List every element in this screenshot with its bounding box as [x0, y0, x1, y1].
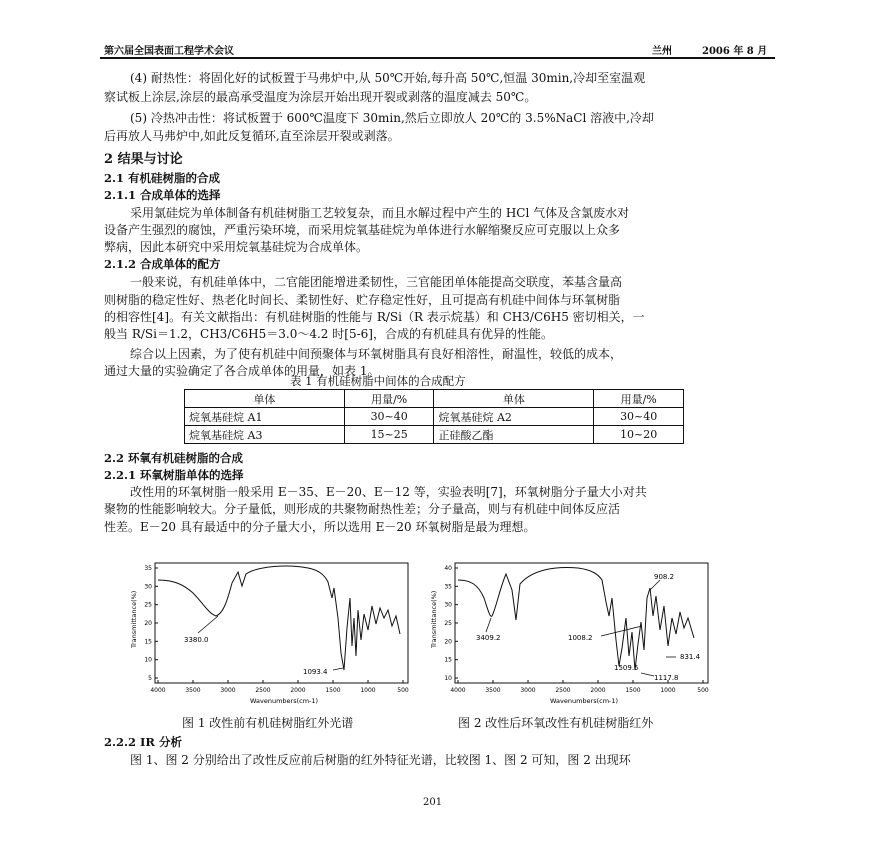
y-tick-label: 10: [144, 656, 152, 664]
y-tick-label: 35: [444, 583, 452, 591]
peak-label-1509: 1509.5: [614, 664, 639, 672]
annotation-leader: [333, 668, 343, 670]
x-tick-label: 3500: [485, 687, 501, 694]
figure-2-caption: 图 2 改性后环氧改性有机硅树脂红外: [458, 716, 654, 730]
running-header-title: 第六届全国表面工程学术会议: [104, 46, 234, 57]
annotation-leader: [198, 616, 218, 633]
x-tick-label: 4000: [150, 687, 166, 694]
annotation-leader: [486, 618, 491, 632]
y-axis-label: Transmittance(%): [430, 590, 438, 648]
x-axis-label: Wavenumbers(cm-1): [250, 697, 319, 705]
para-formula-5: 综合以上因素，为了使有机硅中间预聚体与环氧树脂具有良好相溶性，耐温性，较低的成本，: [130, 347, 623, 361]
para-monomer-choice-1: 采用氯硅烷为单体制备有机硅树脂工艺较复杂，而且水解过程中产生的 HCl 气体及含氯废水对: [130, 206, 630, 220]
table-cell: 15~25: [344, 426, 434, 444]
y-tick-label: 35: [144, 565, 152, 572]
x-tick-label: 3000: [220, 687, 236, 694]
y-tick-label: 40: [444, 565, 452, 572]
para-epoxy-choice-3: 性差。E－20 具有最适中的分子量大小，所以选用 E－20 环氧树脂是最为理想。: [104, 520, 536, 534]
para-epoxy-choice-1: 改性用的环氧树脂一般采用 E－35、E－20、E－12 等，实验表明[7]，环氧树脂分子量大小对共: [130, 485, 647, 499]
figure-1-caption: 图 1 改性前有机硅树脂红外光谱: [182, 716, 354, 730]
y-tick-label: 10: [444, 675, 452, 682]
x-tick-label: 1500: [325, 687, 341, 694]
section-2-1-heading: 2.1 有机硅树脂的合成: [104, 171, 221, 185]
section-2-heading: 2 结果与讨论: [104, 152, 183, 167]
peak-label-3409: 3409.2: [476, 634, 501, 642]
para-monomer-choice-2: 设备产生强烈的腐蚀，严重污染环境，而采用烷氧基硅烷为单体进行水解缩聚反应可克服以上众多: [104, 223, 621, 237]
table-header: 单体: [185, 390, 345, 408]
table-cell: 30~40: [594, 408, 684, 426]
formula-table: [184, 389, 684, 444]
page-number: 201: [423, 797, 443, 808]
x-tick-label: 2500: [255, 687, 271, 694]
x-tick-label: 3500: [185, 687, 201, 694]
x-tick-label: 2000: [590, 687, 606, 694]
spectrum-line: [458, 568, 694, 670]
para-thermal-shock-2: 后再放人马弗炉中,如此反复循环,直至涂层开裂或剥落。: [104, 129, 400, 143]
x-tick-label: 500: [397, 687, 409, 694]
table-cell: 10~20: [594, 426, 684, 444]
table-cell: 正硅酸乙酯: [434, 426, 594, 444]
table-row: [185, 426, 684, 444]
y-tick-label: 25: [444, 620, 452, 627]
table-header: 用量/%: [344, 390, 434, 408]
para-heat-resistance-2: 察试板上涂层,涂层的最高承受温度为涂层开始出现开裂或剥落的温度减去 50℃。: [104, 90, 537, 104]
para-epoxy-choice-2: 聚物的性能影响较大。分子量低，则形成的共聚物耐热性差；分子量高，则与有机硅中间体反应活: [104, 502, 621, 516]
para-formula-3: 的相容性[4]。有关文献指出：有机硅树脂的性能与 R/Si（R 表示烷基）和 CH3/C6H5 密切相关，一: [104, 310, 645, 324]
section-2-2-heading: 2.2 环氧有机硅树脂的合成: [104, 451, 244, 465]
table-caption: 表 1 有机硅树脂中间体的合成配方: [290, 374, 466, 388]
para-formula-6: 通过大量的实验确定了各合成单体的用量，如表 1。: [104, 364, 380, 378]
para-formula-2: 则树脂的稳定性好、热老化时间长、柔韧性好、贮存稳定性好，且可提高有机硅中间体与环氧树脂: [104, 293, 621, 307]
plot-frame: [155, 563, 408, 683]
annotation-leader: [650, 580, 660, 590]
table-header-row: [185, 390, 684, 408]
x-tick-label: 2000: [290, 687, 306, 694]
table-header: 用量/%: [594, 390, 684, 408]
para-formula-4: 般当 R/Si＝1.2，CH3/C6H5＝3.0～4.2 时[5-6]，合成的有机硅具有优异的性能。: [104, 327, 553, 341]
peak-label-1008: 1008.2: [568, 634, 593, 642]
x-axis-label: Wavenumbers(cm-1): [550, 697, 619, 705]
section-2-1-2-heading: 2.1.2 合成单体的配方: [104, 257, 221, 271]
x-tick-label: 3000: [520, 687, 536, 694]
peak-label-908: 908.2: [654, 573, 675, 581]
table-cell: 烷氧基硅烷 A1: [185, 408, 345, 426]
table-header: 单体: [434, 390, 594, 408]
table-cell: 30~40: [344, 408, 434, 426]
running-header-date: 2006 年 8 月: [702, 46, 768, 57]
plot-frame: [455, 563, 708, 683]
y-tick-label: 5: [148, 675, 152, 682]
header-rule: [100, 57, 775, 59]
para-formula-1: 一般来说，有机硅单体中，二官能团能增进柔韧性，三官能团单体能提高交联度，苯基含量高: [130, 275, 623, 289]
table-cell: 烷氧基硅烷 A3: [185, 426, 345, 444]
y-tick-label: 15: [144, 638, 152, 646]
table-cell: 烷氧基硅烷 A2: [434, 408, 594, 426]
spectrum-line: [158, 566, 400, 670]
peak-label-831: 831.4: [680, 653, 701, 661]
x-tick-label: 500: [697, 687, 709, 694]
annotation-leader: [601, 626, 642, 636]
x-tick-label: 1000: [660, 687, 676, 694]
annotation-leader: [641, 673, 654, 676]
y-axis-label: Transmittance(%): [130, 590, 138, 648]
para-thermal-shock-1: (5) 冷热冲击性：将试板置于 600℃温度下 30min,然后立即放人 20℃的 3.5%NaCl 溶液中,冷却: [130, 111, 654, 125]
ir-spectrum-figure-2: [428, 558, 718, 706]
x-tick-label: 4000: [450, 687, 466, 694]
section-2-2-1-heading: 2.2.1 环氧树脂单体的选择: [104, 468, 244, 482]
table-row: [185, 408, 684, 426]
ir-spectrum-figure-1: [128, 558, 418, 706]
peak-label-1117: 1117.8: [654, 674, 679, 682]
section-2-2-2-heading: 2.2.2 IR 分析: [104, 735, 182, 749]
running-header-city: 兰州: [652, 46, 672, 57]
y-tick-label: 15: [444, 656, 452, 664]
para-ir-analysis-1: 图 1、图 2 分别给出了改性反应前后树脂的红外特征光谱，比较图 1、图 2 可知，图 2 出现环: [130, 753, 631, 767]
y-tick-label: 30: [144, 583, 152, 591]
para-monomer-choice-3: 弊病，因此本研究中采用烷氧基硅烷为合成单体。: [104, 240, 369, 254]
y-tick-label: 20: [144, 620, 152, 627]
x-tick-label: 1500: [625, 687, 641, 694]
x-tick-label: 1000: [360, 687, 376, 694]
y-tick-label: 30: [444, 601, 452, 609]
para-heat-resistance-1: (4) 耐热性：将固化好的试板置于马弗炉中,从 50℃开始,每升高 50℃,恒温 30min,冷却至室温观: [130, 71, 646, 85]
section-2-1-1-heading: 2.1.1 合成单体的选择: [104, 188, 221, 202]
x-tick-label: 2500: [555, 687, 571, 694]
y-tick-label: 20: [444, 638, 452, 646]
y-tick-label: 25: [144, 601, 152, 609]
peak-label-1093: 1093.4: [303, 668, 328, 676]
peak-label-3380: 3380.0: [184, 636, 209, 644]
